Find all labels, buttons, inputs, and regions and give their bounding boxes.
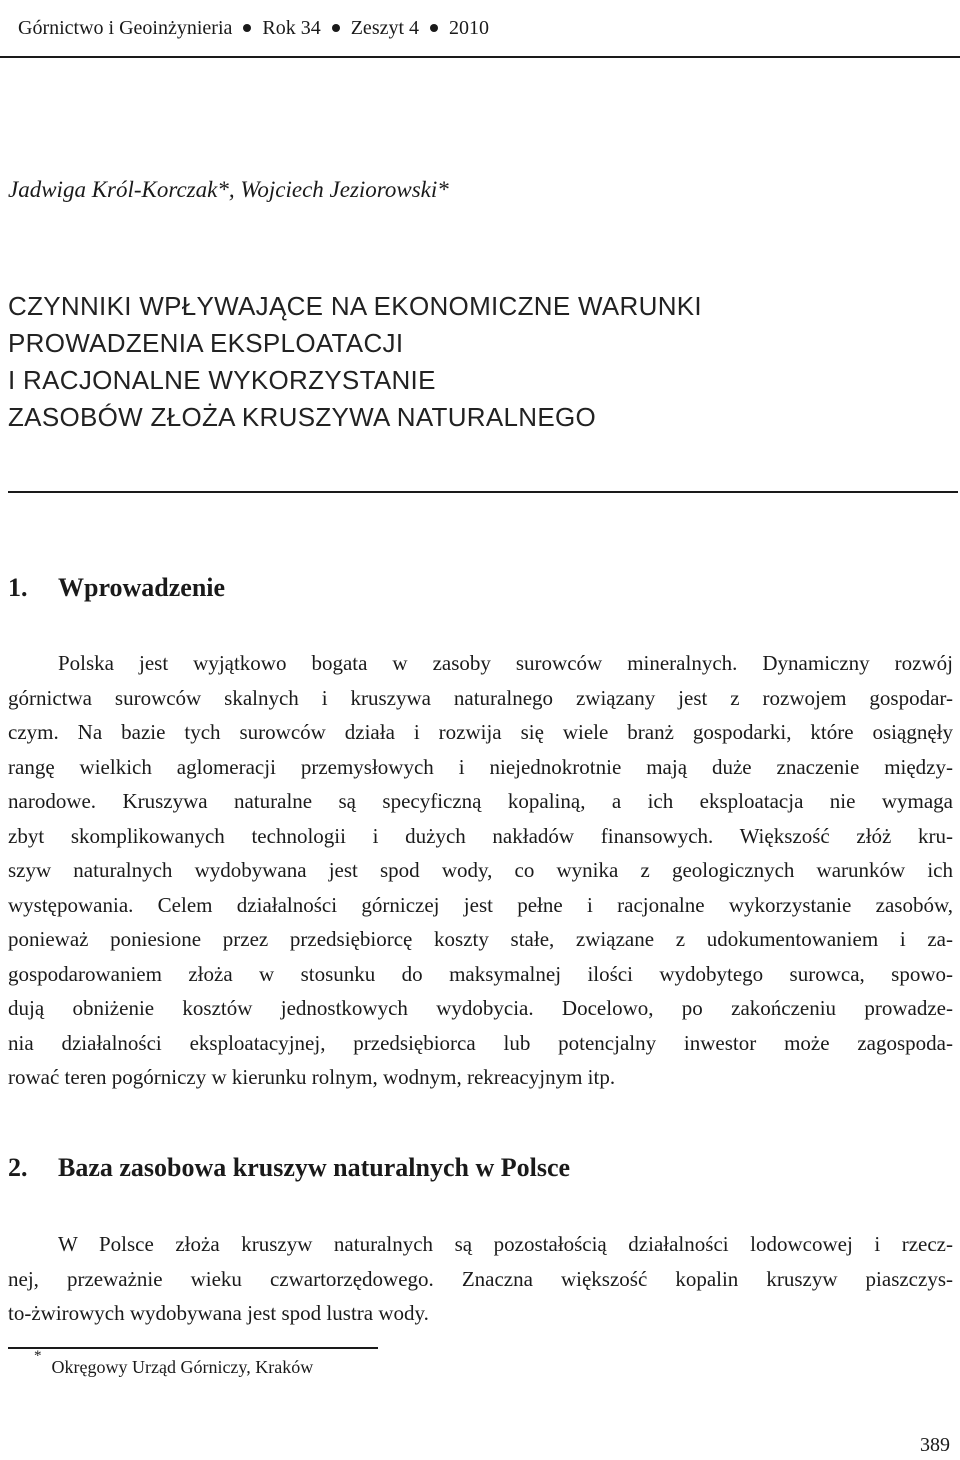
paragraph-resource-base bbox=[8, 1227, 953, 1331]
text-line: występowania. Celem działalności górniczej jest pełne i racjonalne wykorzystanie zasobów, bbox=[8, 892, 953, 917]
footnote bbox=[34, 1348, 314, 1378]
journal-name: Górnictwo i Geoinżynieria bbox=[18, 17, 233, 39]
footnote-mark: * bbox=[34, 1348, 42, 1364]
title-line: CZYNNIKI WPŁYWAJĄCE NA EKONOMICZNE WARUNKI bbox=[8, 291, 702, 321]
text-line: górnictwa surowców skalnych i kruszywa naturalnego związany jest z rozwojem gospodar- bbox=[8, 685, 953, 710]
text-line: gospodarowaniem złoża w stosunku do maksymalnej ilości wydobytego surowca, spowo- bbox=[8, 961, 953, 986]
text-line: czym. Na bazie tych surowców działa i rozwija się wiele branż gospodarki, które osiągnęły bbox=[8, 720, 953, 744]
text-line: Polska jest wyjątkowo bogata w zasoby surowców mineralnych. Dynamiczny rozwój bbox=[58, 651, 953, 675]
title-line: PROWADZENIA EKSPLOATACJI bbox=[8, 328, 404, 358]
text-line: W Polsce złoża kruszyw naturalnych są pozostałością działalności lodowcowej i rzecz- bbox=[58, 1232, 953, 1256]
text-line: dują obniżenie kosztów jednostkowych wydobycia. Docelowo, po zakończeniu prowadze- bbox=[8, 996, 953, 1020]
section-title: Wprowadzenie bbox=[58, 573, 226, 602]
bullet-separator bbox=[430, 24, 438, 32]
title-line: ZASOBÓW ZŁOŻA KRUSZYWA NATURALNEGO bbox=[8, 402, 597, 432]
journal-year: Rok 34 bbox=[262, 17, 321, 39]
text-line: rangę wielkich aglomeracji przemysłowych i niejednokrotnie mają duże znaczenie między- bbox=[8, 754, 953, 779]
journal-date: 2010 bbox=[449, 17, 490, 39]
text-line: ponieważ poniesione przez przedsiębiorcę koszty stałe, związane z udokumentowaniem i za- bbox=[8, 927, 953, 951]
title-line: I RACJONALNE WYKORZYSTANIE bbox=[8, 365, 436, 395]
journal-issue: Zeszyt 4 bbox=[350, 17, 420, 39]
section-heading-introduction bbox=[8, 573, 225, 603]
header-divider bbox=[0, 56, 960, 58]
text-line: nej, przeważnie wieku czwartorzędowego. Znaczna większość kopalin kruszyw piaszczys- bbox=[8, 1266, 953, 1291]
text-line: to-żwirowych wydobywana jest spod lustra wody. bbox=[8, 1301, 429, 1325]
section-heading-resource-base bbox=[8, 1153, 570, 1183]
section-number: 2. bbox=[8, 1153, 28, 1182]
text-line: nia działalności eksploatacyjnej, przedsiębiorca lub potencjalny inwestor może zagospoda- bbox=[8, 1030, 953, 1055]
paragraph-introduction bbox=[8, 646, 953, 1095]
text-line: szyw naturalnych wydobywana jest spod wody, co wynika z geologicznych warunków ich bbox=[8, 858, 953, 882]
section-number: 1. bbox=[8, 573, 28, 602]
page-number: 389 bbox=[920, 1434, 950, 1456]
footnote-divider bbox=[8, 1347, 378, 1349]
text-line: zbyt skomplikowanych technologii i dużych nakładów finansowych. Większość złóż kru- bbox=[8, 823, 953, 848]
text-line: narodowe. Kruszywa naturalne są specyficzną kopaliną, a ich eksploatacja nie wymaga bbox=[8, 789, 953, 813]
running-header bbox=[0, 0, 960, 58]
bullet-separator bbox=[243, 24, 251, 32]
authors: Jadwiga Król-Korczak*, Wojciech Jeziorowski* bbox=[8, 177, 449, 202]
footnote-text: Okręgowy Urząd Górniczy, Kraków bbox=[51, 1357, 314, 1377]
text-line: rować teren pogórniczy w kierunku rolnym, wodnym, rekreacyjnym itp. bbox=[8, 1065, 616, 1089]
section-title: Baza zasobowa kruszyw naturalnych w Polsce bbox=[58, 1153, 571, 1182]
article-title bbox=[8, 288, 908, 436]
bullet-separator bbox=[332, 24, 340, 32]
title-divider bbox=[8, 491, 958, 493]
